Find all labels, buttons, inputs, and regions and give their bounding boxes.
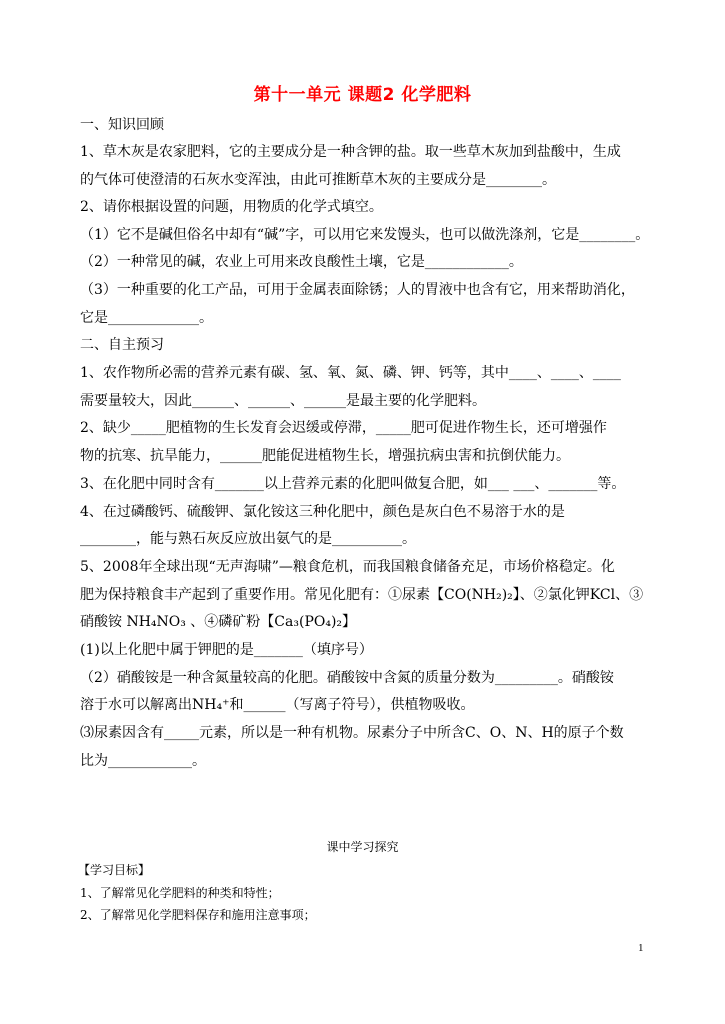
p5-1-text: (1)以上化肥中属于钾肥的是_______（填序号） (80, 642, 373, 658)
p5-3-line1: ⑶尿素因含有_____元素，所以是一种有机物。尿素分子中所含C、O、N、H的原子个数 (80, 725, 624, 741)
p5-line3: 硝酸铵 NH₄NO₃ 、④磷矿粉【Ca₃(PO₄)₂】 (80, 614, 357, 630)
goal-2: 2、了解常见化学肥料保存和施用注意事项； (80, 908, 316, 922)
section2-heading: 二、自主预习 (80, 337, 164, 353)
p5-2-line1: （2）硝酸铵是一种含氮量较高的化肥。硝酸铵中含氮的质量分数为_________。硝酸铵 (80, 670, 614, 686)
p5-line2: 肥为保持粮食丰产起到了重要作用。常见化肥有：①尿素【CO(NH₂)₂】、②氯化钾KCl、③ (80, 587, 644, 603)
p4-line2: ________，能与熟石灰反应放出氨气的是__________。 (80, 531, 416, 547)
page-number: 1 (638, 942, 644, 954)
q2-2-text: （2）一种常见的碱，农业上可用来改良酸性土壤，它是____________。 (80, 254, 523, 270)
p3-text: 3、在化肥中同时含有_______以上营养元素的化肥叫做复合肥，如___ ___、_______等。 (80, 476, 626, 492)
page-title: 第十一单元 课题2 化学肥料 (253, 85, 472, 105)
p4-line1: 4、在过磷酸钙、硫酸钾、氯化铵这三种化肥中，颜色是灰白色不易溶于水的是 (80, 504, 565, 520)
q1-line1: 1、草木灰是农家肥料，它的主要成分是一种含钾的盐。取一些草木灰加到盐酸中，生成 (80, 144, 621, 160)
goal-1: 1、了解常见化学肥料的种类和特性； (80, 886, 280, 900)
p2-line2: 物的抗寒、抗旱能力，______肥能促进植物生长，增强抗病虫害和抗倒伏能力。 (80, 448, 570, 464)
p5-3-line2: 比为____________。 (80, 753, 206, 769)
p1-line1: 1、农作物所必需的营养元素有碳、氢、氧、氮、磷、钾、钙等，其中____、____、____ (80, 365, 621, 381)
section1-heading: 一、知识回顾 (80, 117, 164, 133)
p1-line2: 需要量较大，因此______、______、______是最主要的化学肥料。 (80, 393, 486, 409)
q2-text: 2、请你根据设置的问题，用物质的化学式填空。 (80, 199, 383, 215)
p2-line1: 2、缺少_____肥植物的生长发育会迟缓或停滞，_____肥可促进作物生长，还可增强作 (80, 420, 607, 436)
q2-1-text: （1）它不是碱但俗名中却有“碱”字，可以用它来发馒头，也可以做洗涤剂，它是________。 (80, 227, 650, 243)
q2-3-line2: 它是_____________。 (80, 310, 213, 326)
section3-heading: 课中学习探究 (326, 840, 399, 854)
learning-goals-label: 【学习目标】 (78, 863, 151, 877)
q2-3-line1: （3）一种重要的化工产品，可用于金属表面除锈；人的胃液中也含有它，用来帮助消化， (80, 282, 635, 298)
q1-line2: 的气体可使澄清的石灰水变浑浊，由此可推断草木灰的主要成分是________。 (80, 172, 556, 188)
p5-2-line2: 溶于水可以解离出NH₄⁺和______（写离子符号），供植物吸收。 (80, 697, 475, 713)
p5-line1: 5、2008年全球出现“无声海啸”—粮食危机，而我国粮食储备充足，市场价格稳定。化 (80, 559, 615, 575)
